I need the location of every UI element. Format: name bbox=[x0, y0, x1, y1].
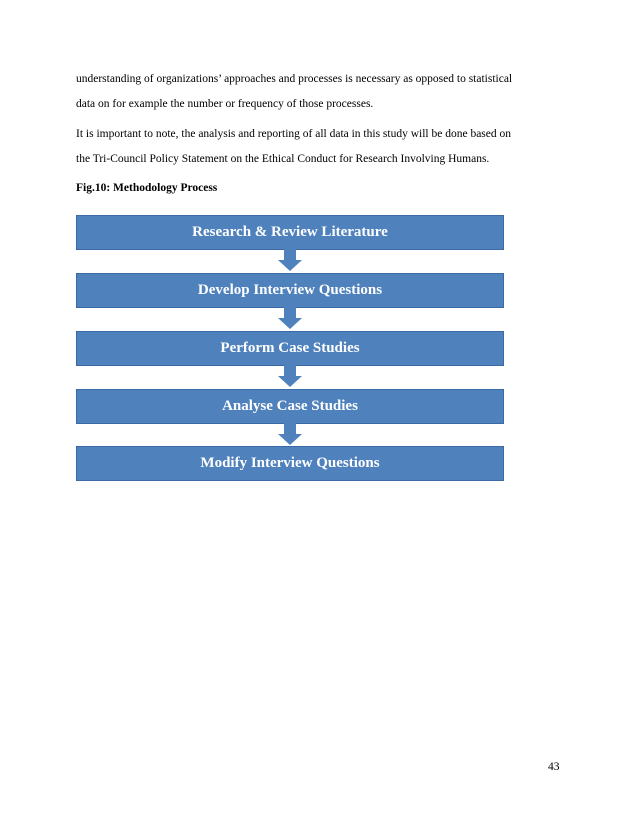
figure-caption: Fig.10: Methodology Process bbox=[76, 182, 218, 194]
flow-step-modify-interview-questions: Modify Interview Questions bbox=[76, 446, 504, 481]
paragraph-2 bbox=[76, 122, 566, 172]
arrow-down-icon bbox=[278, 249, 302, 271]
flow-step-perform-case-studies: Perform Case Studies bbox=[76, 331, 504, 366]
paragraph-line: data on for example the number or frequency of those processes. bbox=[76, 98, 374, 110]
paragraph-1 bbox=[76, 67, 566, 117]
flow-step-develop-interview-questions: Develop Interview Questions bbox=[76, 273, 504, 308]
arrow-down-icon bbox=[278, 423, 302, 445]
page-number: 43 bbox=[548, 761, 560, 773]
paragraph-line: understanding of organizations’ approaches and processes is necessary as opposed to statistical bbox=[76, 73, 513, 85]
paragraph-line: It is important to note, the analysis and reporting of all data in this study will be done based on bbox=[76, 128, 512, 140]
flow-step-research-review-literature: Research & Review Literature bbox=[76, 215, 504, 250]
arrow-down-icon bbox=[278, 307, 302, 329]
paragraph-line: the Tri-Council Policy Statement on the Ethical Conduct for Research Involving Humans. bbox=[76, 153, 490, 165]
flow-step-analyse-case-studies: Analyse Case Studies bbox=[76, 389, 504, 424]
arrow-down-icon bbox=[278, 365, 302, 387]
